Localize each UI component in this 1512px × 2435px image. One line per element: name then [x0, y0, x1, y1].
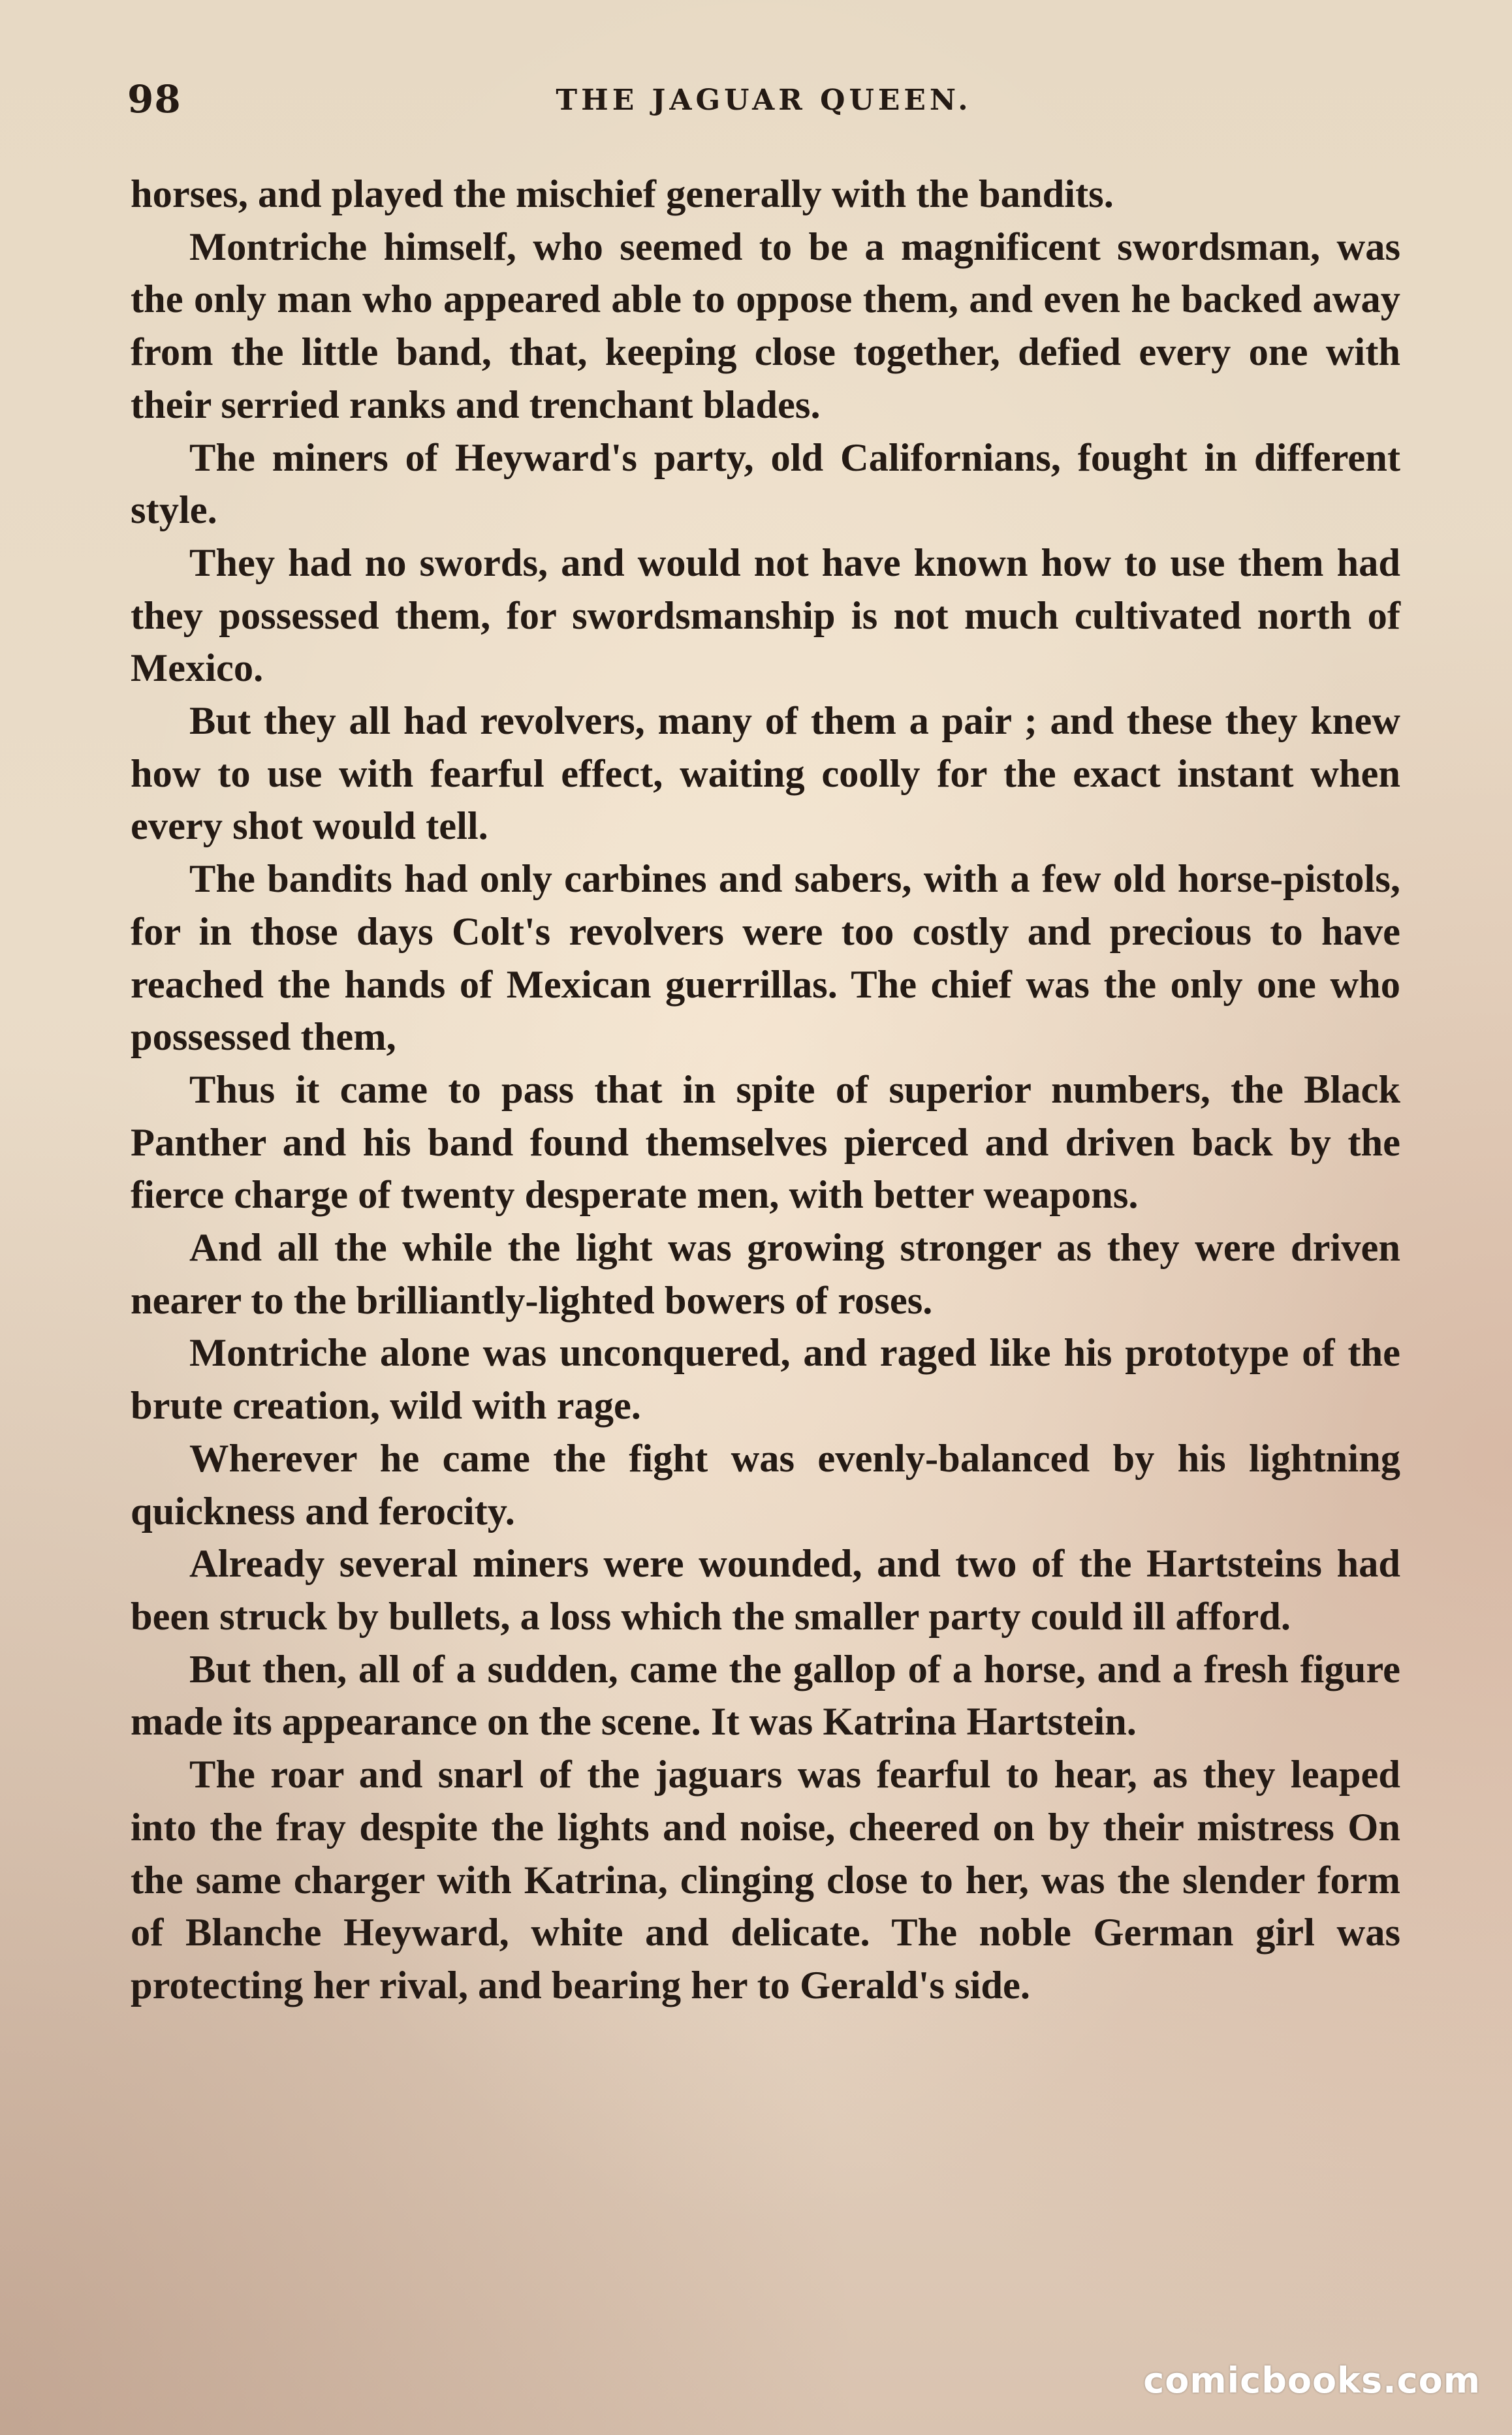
paragraph: The miners of Heyward's party, old Californians, fought in different style. — [131, 435, 1400, 533]
paragraph: The bandits had only carbines and sabers, with a few old horse-pistols, for in those days Colt's revolvers were too costly and precious to have reached the hands of Mexican guerrillas. The chief was the only one who possessed them, — [131, 857, 1400, 1060]
running-title: THE JAGUAR QUEEN. — [556, 84, 972, 117]
paragraph: Montriche himself, who seemed to be a magnificent swordsman, was the only man who appeared able to oppose them, and even he backed away from the little band, that, keeping close together, defied every one with their serried ranks and trenchant blades. — [131, 225, 1400, 427]
paragraph: The roar and snarl of the jaguars was fearful to hear, as they leaped into the fray despite the lights and noise, cheered on by their mistress On the same charger with Katrina, clinging close to her, was the slender form of Blanche Heyward, white and delicate. The noble German girl was protecting her rival, and bearing her to Gerald's side. — [131, 1753, 1400, 2007]
paragraph: But they all had revolvers, many of them a pair ; and these they knew how to use with fearful effect, waiting coolly for the exact instant when every shot would tell. — [131, 699, 1400, 849]
page-header — [127, 77, 1400, 129]
paragraph: Already several miners were wounded, and two of the Hartsteins had been struck by bullets, a loss which the smaller party could ill afford. — [131, 1542, 1400, 1639]
paragraph: Wherever he came the fight was evenly-balanced by his lightning quickness and ferocity. — [131, 1436, 1400, 1533]
paragraph: And all the while the light was growing stronger as they were driven nearer to the brilliantly-lighted bowers of roses. — [131, 1226, 1400, 1323]
watermark: comicbooks.com — [1143, 2360, 1481, 2401]
page-number: 98 — [127, 77, 181, 121]
paragraph: But then, all of a sudden, came the gallop of a horse, and a fresh figure made its appearance on the scene. It was Katrina Hartstein. — [131, 1647, 1400, 1744]
paragraph: Thus it came to pass that in spite of superior numbers, the Black Panther and his band found themselves pierced and driven back by the fierce charge of twenty desperate men, with better weapons. — [131, 1067, 1400, 1218]
paragraph: horses, and played the mischief generally with the bandits. — [131, 172, 1114, 216]
body-text — [131, 168, 1400, 2013]
paragraph: They had no swords, and would not have known how to use them had they possessed them, for swordsmanship is not much cultivated north of Mexico. — [131, 541, 1400, 691]
paragraph: Montriche alone was unconquered, and raged like his prototype of the brute creation, wild with rage. — [131, 1331, 1400, 1428]
